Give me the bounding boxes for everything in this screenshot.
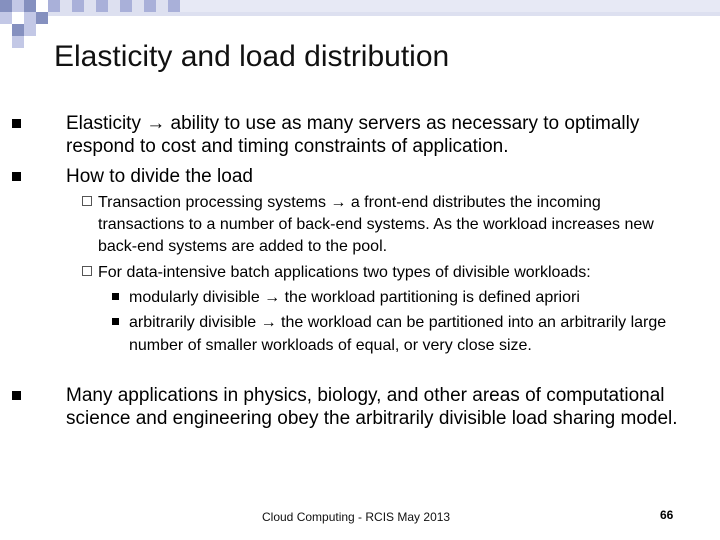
slide-title: Elasticity and load distribution [54,40,450,73]
hollow-square-marker-icon [82,266,92,276]
sub-bullet-text: Transaction processing systems → a front-end distributes the incoming transactions to a number of back-end systems. As the workload increases new back-end systems are added to the pool. [98,194,654,255]
bullet-marker-icon [12,119,21,128]
sub-sub-bullet-item [112,311,672,357]
page-number: 66 [660,508,674,522]
sub-sub-bullet-text: modularly divisible → the workload partitioning is defined apriori [129,289,580,306]
bullet-text: Elasticity → ability to use as many servers as necessary to optimally respond to cost and timing constraints of application. [66,113,640,157]
bullet-item [12,384,692,430]
sub-bullet-item [82,192,682,258]
bullet-marker-icon [12,172,21,181]
sub-bullet-text: For data-intensive batch applications two types of divisible workloads: [98,264,591,281]
bullet-marker-icon [112,318,119,325]
bullet-item [12,165,692,188]
bullet-marker-icon [12,391,21,400]
sub-sub-bullet-text: arbitrarily divisible → the workload can be partitioned into an arbitrarily large number of smaller workloads of equal, or very close size. [129,314,667,354]
bullet-item [12,112,692,158]
bullet-text: How to divide the load [66,166,253,187]
hollow-square-marker-icon [82,196,92,206]
bullet-marker-icon [112,293,119,300]
sub-bullet-item [82,262,682,284]
bullet-text: Many applications in physics, biology, and other areas of computational science and engineering obey the arbitrarily divisible load sharing model. [66,385,678,429]
slide-footer: Cloud Computing - RCIS May 2013 [262,510,451,524]
sub-sub-bullet-item [112,286,672,309]
